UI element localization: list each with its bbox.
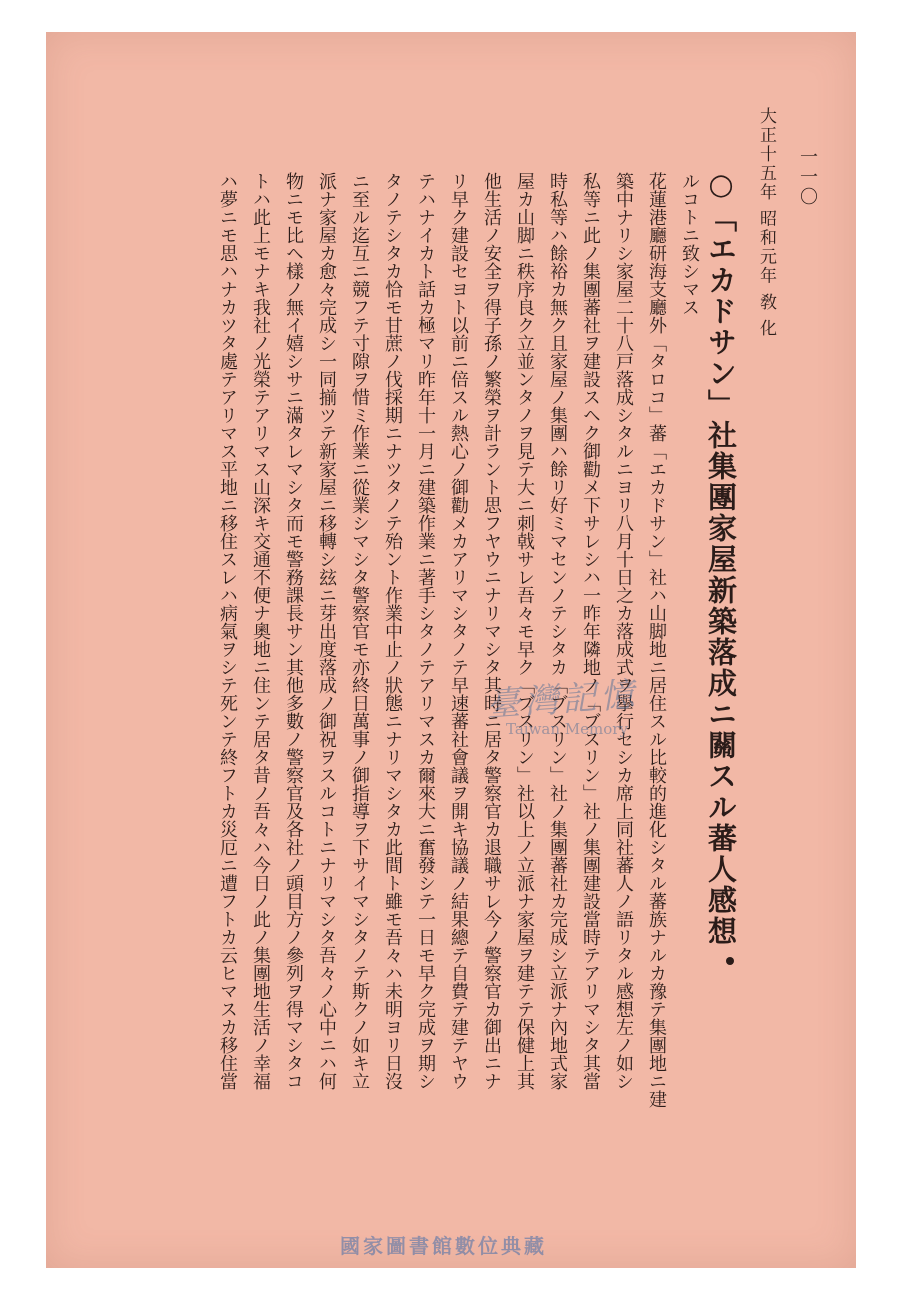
document-page (46, 32, 856, 1268)
bullet-mark (726, 957, 734, 965)
article-headline: ○「エカドサン」社集團家屋新築落成ニ關スル蕃人感想 (704, 167, 738, 947)
article-body: ルコトニ致シマス 花蓮港廳研海支廳外「タロコ」蕃「エカドサン」社ハ山脚地ニ居住スル比較的進化シタル蕃族ナルカ豫テ集團地ニ建 築中ナリシ家屋二十八戸落成シタルニヨリ八月十日之カ落成式ヲ擧行セシカ席上同社蕃人ノ語リタル感想左ノ如シ 私等ニ此ノ集團蕃社ヲ建設スヘク御勸メ下サレシハ一昨年隣地ノ「ブスリン」社ノ集團建設當時テアリマシタ其當 時私等ハ餘裕カ無ク且家屋ノ集團ハ餘リ好ミマセンノテシタカ「ブスリン」社ノ集團蕃社カ完成シ立派ナ內地式家 屋カ山脚ニ秩序良ク立並ンタノヲ見テ大ニ刺戟サレ吾々モ早ク「ブスリン」社以上ノ立派ナ家屋ヲ建テテ保健上其 他生活ノ安全ヲ得子孫ノ繁榮ヲ計ラント思フヤウニナリマシタ其時ニ居タ警察官カ退職サレ今ノ警察官カ御出ニナ リ早ク建設セヨト以前ニ倍スル熱心ノ御勸メカアリマシタノテ早速蕃社會議ヲ開キ協議ノ結果總テ自費テ建テヤウ テハナイカト話カ極マリ昨年十一月ニ建築作業ニ著手シタノテアリマスカ爾來大ニ奮發シテ一日モ早ク完成ヲ期シ タノテシタカ恰モ甘蔗ノ伐採期ニナツタノテ殆ント作業中止ノ狀態ニナリマシタカ此間ト雖モ吾々ハ未明ヨリ日沒 ニ至ル迄互ニ競フテ寸隙ヲ惜ミ作業ニ從業シマシタ警察官モ亦終日萬事ノ御指導ヲ下サイマシタノテ斯クノ如キ立 派ナ家屋カ愈々完成シ一同揃ツテ新家屋ニ移轉シ玆ニ芽出度落成ノ御祝ヲスルコトニナリマシタ吾々ノ心中ニハ何 物ニモ比ヘ樣ノ無イ嬉シサニ滿タレマシタ而モ警務課長サン其他多數ノ警察官及各社ノ頭目方ノ參列ヲ得マシタコ トハ此上モナキ我社ノ光榮テアリマス山深キ交通不便ナ奧地ニ住ンテ居タ昔ノ吾々ハ今日ノ此ノ集團地生活ノ幸福 ハ夢ニモ思ハナカツタ處テアリマス平地ニ移住スレハ病氣ヲシテ死ンテ終フトカ災厄ニ遭フトカ云ヒマスカ移住當 (217, 172, 700, 1108)
page-number: 一一〇 (797, 147, 818, 207)
watermark-logo: 臺灣記憶 (485, 674, 640, 726)
watermark-logo-subtitle: Taiwan Memory (506, 720, 628, 738)
footer-watermark: 國家圖書館數位典藏 (340, 1234, 547, 1258)
running-header: 大正十五年 昭和元年 敎 化 (756, 107, 776, 339)
